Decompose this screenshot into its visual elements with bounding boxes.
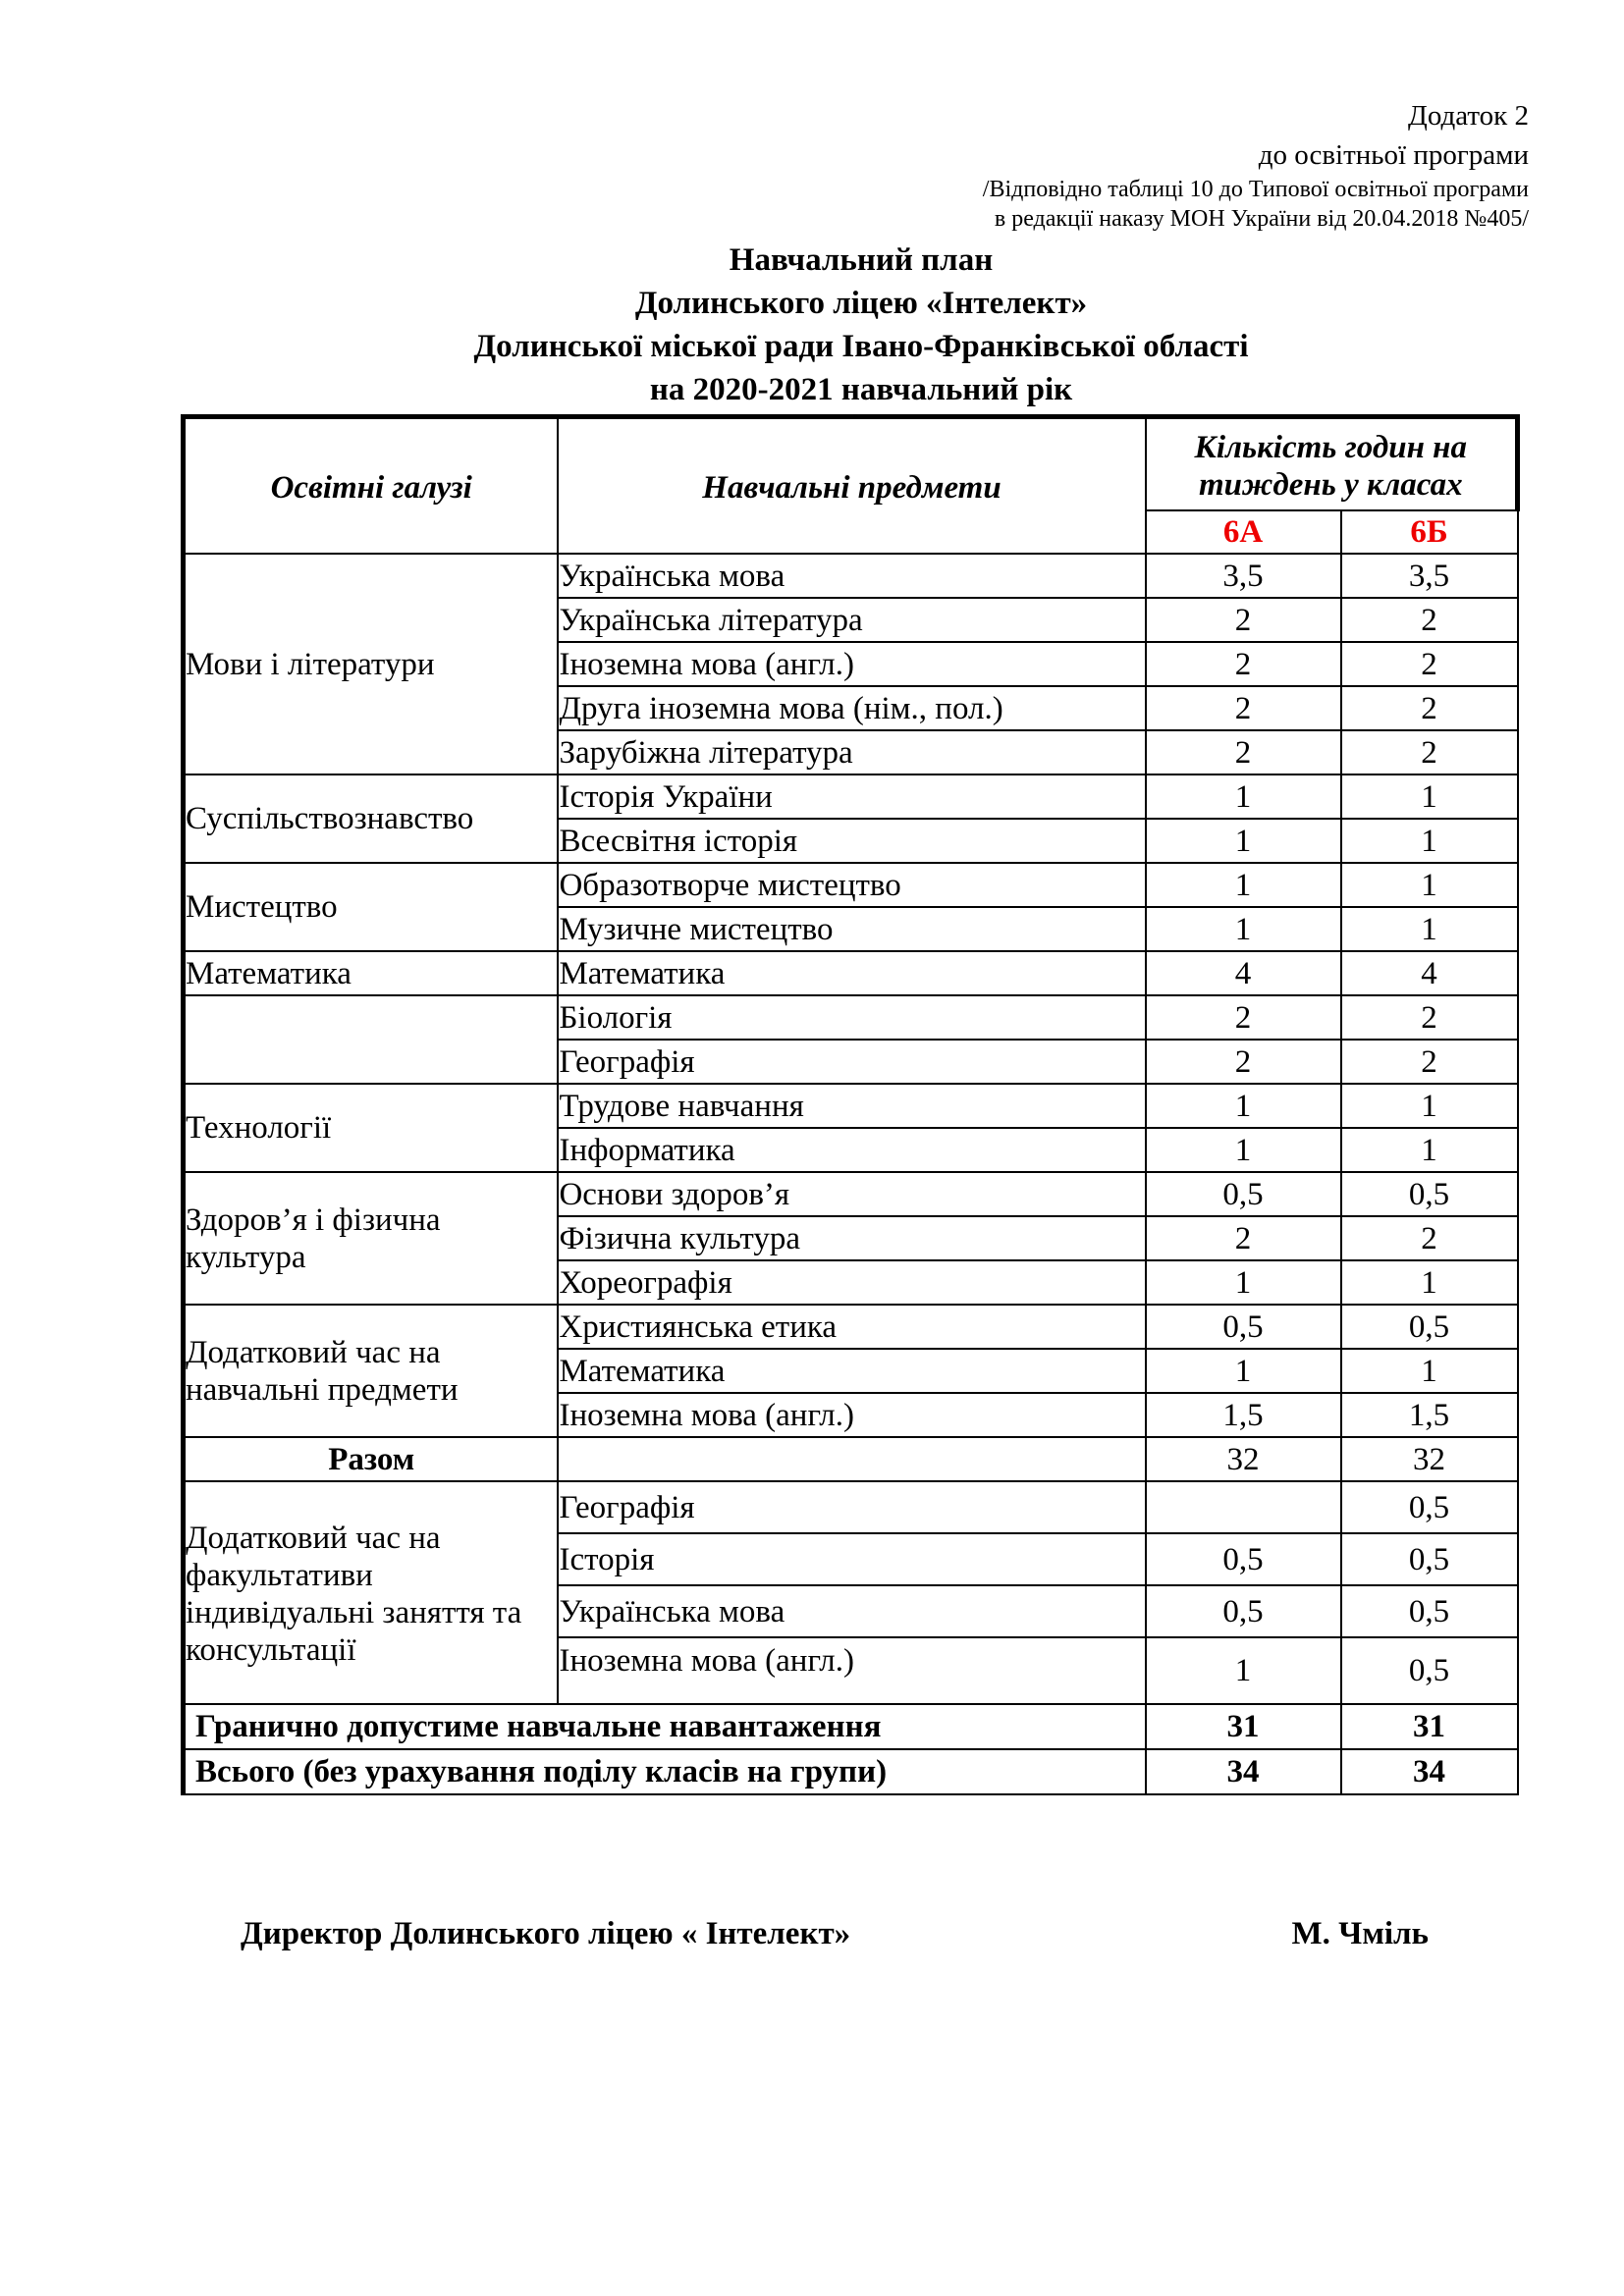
header-hours: Кількість годин на тиждень у класах: [1146, 417, 1518, 511]
max-load-6a: 31: [1146, 1704, 1341, 1749]
table-row: [184, 1172, 1518, 1216]
hours-6b: 0,5: [1341, 1637, 1518, 1704]
hours-6b: 0,5: [1341, 1481, 1518, 1533]
area-cell-empty: [184, 995, 559, 1084]
area-cell: Додатковий час на навчальні предмети: [184, 1305, 559, 1437]
hours-6a: 1: [1146, 907, 1341, 951]
subject-cell: Математика: [558, 951, 1145, 995]
hours-6a: 0,5: [1146, 1533, 1341, 1585]
grand-total-6b: 34: [1341, 1749, 1518, 1794]
hours-6b: 2: [1341, 1040, 1518, 1084]
header-class-6a: 6А: [1146, 510, 1341, 554]
hours-6b: 1: [1341, 1349, 1518, 1393]
title-line-4: на 2020-2021 навчальний рік: [649, 372, 1073, 407]
header-area-label: Освітні галузі: [270, 470, 472, 506]
hours-6b: 1: [1341, 774, 1518, 819]
grand-total-6a: 34: [1146, 1749, 1341, 1794]
total-6a: 32: [1146, 1437, 1341, 1481]
annex-order: в редакції наказу МОН України від 20.04.2018 №405/: [994, 206, 1529, 232]
table-row: [184, 1305, 1518, 1349]
annex-header: [983, 96, 1529, 234]
subject-cell: Історія України: [558, 774, 1145, 819]
hours-6b: 1,5: [1341, 1393, 1518, 1437]
hours-6a: 2: [1146, 686, 1341, 730]
area-cell: Мистецтво: [184, 863, 559, 951]
hours-6a: 1: [1146, 819, 1341, 863]
table-row: [184, 554, 1518, 598]
hours-6b: 1: [1341, 1128, 1518, 1172]
hours-6b: 2: [1341, 995, 1518, 1040]
max-load-row: [184, 1704, 1518, 1749]
hours-6a: 1: [1146, 863, 1341, 907]
hours-6b: 0,5: [1341, 1533, 1518, 1585]
hours-6a: 2: [1146, 730, 1341, 774]
hours-6b: 0,5: [1341, 1172, 1518, 1216]
table-row: [184, 1084, 1518, 1128]
curriculum-table: [181, 414, 1520, 1795]
header-subject: [558, 417, 1145, 555]
table-row: [184, 951, 1518, 995]
annex-program: до освітньої програми: [1258, 139, 1529, 171]
max-load-label: Гранично допустиме навчальне навантаження: [184, 1704, 1146, 1749]
title-line-3: Долинської міської ради Івано-Франківської області: [473, 329, 1249, 364]
hours-6b: 0,5: [1341, 1305, 1518, 1349]
table-row: [184, 1481, 1518, 1533]
annex-number: Додаток 2: [1408, 100, 1529, 132]
subject-cell: Географія: [558, 1481, 1145, 1533]
subject-cell: Зарубіжна література: [558, 730, 1145, 774]
area-cell: Математика: [184, 951, 559, 995]
hours-6a: 2: [1146, 995, 1341, 1040]
subject-cell: Історія: [558, 1533, 1145, 1585]
hours-6b: 1: [1341, 1084, 1518, 1128]
hours-6a: [1146, 1481, 1341, 1533]
hours-6a: 1: [1146, 774, 1341, 819]
subject-cell: Основи здоров’я: [558, 1172, 1145, 1216]
total-label: Разом: [184, 1437, 559, 1481]
annex-reference: /Відповідно таблиці 10 до Типової освітньої програми: [982, 177, 1529, 202]
hours-6b: 4: [1341, 951, 1518, 995]
subject-cell: Математика: [558, 1349, 1145, 1393]
hours-6b: 1: [1341, 1260, 1518, 1305]
subject-cell: Українська мова: [558, 554, 1145, 598]
hours-6a: 1: [1146, 1349, 1341, 1393]
subject-cell: Українська література: [558, 598, 1145, 642]
hours-6a: 1: [1146, 1084, 1341, 1128]
hours-6b: 2: [1341, 1216, 1518, 1260]
hours-6a: 2: [1146, 1216, 1341, 1260]
hours-6a: 1: [1146, 1260, 1341, 1305]
max-load-6b: 31: [1341, 1704, 1518, 1749]
hours-6b: 2: [1341, 642, 1518, 686]
hours-6b: 0,5: [1341, 1585, 1518, 1637]
table-row: [184, 995, 1518, 1040]
subject-cell: Географія: [558, 1040, 1145, 1084]
hours-6a: 2: [1146, 598, 1341, 642]
table-row: [184, 774, 1518, 819]
hours-6a: 1: [1146, 1128, 1341, 1172]
grand-total-row: [184, 1749, 1518, 1794]
subject-cell: Християнська етика: [558, 1305, 1145, 1349]
area-cell: Технології: [184, 1084, 559, 1172]
hours-6a: 2: [1146, 642, 1341, 686]
subject-cell: Друга іноземна мова (нім., пол.): [558, 686, 1145, 730]
title-line-2: Долинського ліцею «Інтелект»: [634, 286, 1088, 321]
table-row: [184, 863, 1518, 907]
subject-cell: Іноземна мова (англ.): [558, 642, 1145, 686]
title-line-1: Навчальний план: [729, 242, 994, 278]
subject-cell: Всесвітня історія: [558, 819, 1145, 863]
subject-cell: Іноземна мова (англ.): [558, 1393, 1145, 1437]
hours-6a: 2: [1146, 1040, 1341, 1084]
hours-6a: 0,5: [1146, 1305, 1341, 1349]
hours-6b: 1: [1341, 907, 1518, 951]
hours-6a: 0,5: [1146, 1585, 1341, 1637]
hours-6b: 2: [1341, 686, 1518, 730]
hours-6a: 4: [1146, 951, 1341, 995]
hours-6b: 1: [1341, 819, 1518, 863]
header-class-6b: 6Б: [1341, 510, 1518, 554]
total-row: [184, 1437, 1518, 1481]
signature-block: [241, 1916, 1429, 1952]
signature-position: Директор Долинського ліцею « Інтелект»: [241, 1916, 851, 1951]
document-title: [0, 239, 1624, 411]
area-cell: Суспільствознавство: [184, 774, 559, 863]
subject-cell: Фізична культура: [558, 1216, 1145, 1260]
subject-cell: Хореографія: [558, 1260, 1145, 1305]
header-subject-label: Навчальні предмети: [702, 470, 1001, 506]
hours-6a: 1,5: [1146, 1393, 1341, 1437]
hours-6b: 3,5: [1341, 554, 1518, 598]
subject-cell: Музичне мистецтво: [558, 907, 1145, 951]
subject-cell: Трудове навчання: [558, 1084, 1145, 1128]
subject-cell: Українська мова: [558, 1585, 1145, 1637]
subject-cell: Інформатика: [558, 1128, 1145, 1172]
signature-name: М. Чміль: [1291, 1916, 1429, 1951]
header-area: [184, 417, 559, 555]
total-6b: 32: [1341, 1437, 1518, 1481]
hours-6b: 2: [1341, 598, 1518, 642]
hours-6a: 3,5: [1146, 554, 1341, 598]
total-empty-cell: [558, 1437, 1145, 1481]
subject-cell: Біологія: [558, 995, 1145, 1040]
subject-cell: Іноземна мова (англ.): [558, 1637, 1145, 1704]
area-cell: Здоров’я і фізична культура: [184, 1172, 559, 1305]
hours-6a: 1: [1146, 1637, 1341, 1704]
hours-6a: 0,5: [1146, 1172, 1341, 1216]
subject-cell: Образотворче мистецтво: [558, 863, 1145, 907]
hours-6b: 1: [1341, 863, 1518, 907]
area-cell: Мови і літератури: [184, 554, 559, 774]
hours-6b: 2: [1341, 730, 1518, 774]
area-cell: Додатковий час на факультативи індивідуальні заняття та консультації: [184, 1481, 559, 1704]
grand-total-label: Всього (без урахування поділу класів на групи): [184, 1749, 1146, 1794]
